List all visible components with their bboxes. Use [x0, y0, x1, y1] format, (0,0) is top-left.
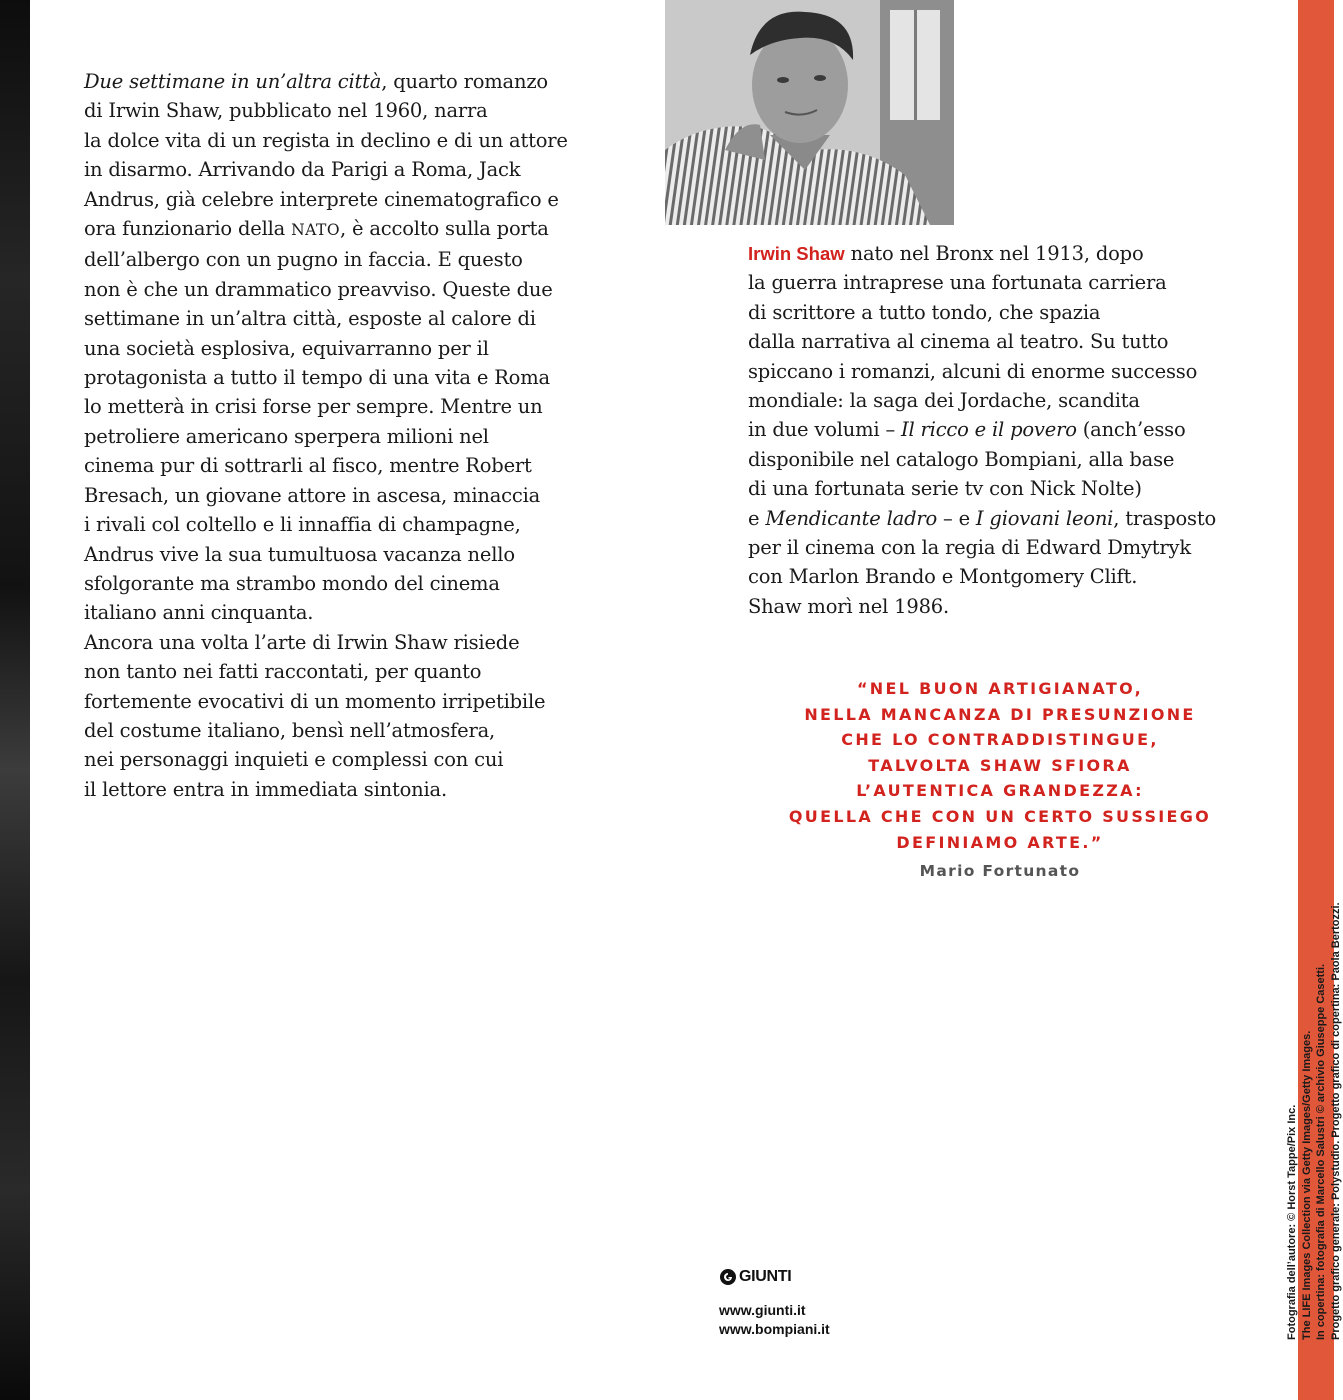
cover-photo-edge — [0, 0, 30, 1400]
author-photo — [665, 0, 954, 225]
publisher-logo — [719, 1268, 791, 1286]
website-giunti-link[interactable]: www.giunti.it — [719, 1302, 806, 1318]
quote-line: TALVOLTA SHAW SFIORA — [868, 755, 1132, 775]
author-biography: Irwin Shaw nato nel Bronx nel 1913, dopo la guerra intraprese una fortunata carriera di scrittore a tutto tondo, che spazia dalla narrativa al cinema al teatro. Su tutto spiccano i romanzi, alcuni di enorme successo mondiale: la saga dei Jordache, scandita in due volumi – Il ricco e il povero (anch’esso disponibile nel catalogo Bompiani, alla base di una fortunata serie tv con Nick Nolte) e Mendicante ladro – e I giovani leoni, trasposto per il cinema con la regia di Edward Dmytryk con Marlon Brando e Montgomery Clift. Shaw morì nel 1986. — [748, 242, 1217, 618]
quote-line: QUELLA CHE CON UN CERTO SUSSIEGO — [788, 806, 1212, 826]
book-synopsis: Due settimane in un’altra città, quarto romanzo di Irwin Shaw, pubblicato nel 1960, narra la dolce vita di un regista in declino e di un attore in disarmo. Arrivando da Parigi a Roma, Jack Andrus, già celebre interprete cinematografico e ora funzionario della NATO, è accolto sulla porta dell’albergo con un pugno in faccia. E questo non è che un drammatico preavviso. Queste due settimane in un’altra città, esposte al calore di una società esplosiva, equivarranno per il protagonista a tutto il tempo di una vita e Roma lo metterà in crisi forse per sempre. Mentre un petroliere americano sperpera milioni nel cinema pur di sottrarli al fisco, mentre Robert Bresach, un giovane attore in ascesa, minaccia i rivali col coltello e li innaffia di champagne, Andrus vive la sua tumultuosa vacanza nello sfolgorante ma strambo mondo del cinema italiano anni cinquanta. Ancora una volta l’arte di Irwin Shaw risiede non tanto nei fatti raccontati, per quanto fortemente evocativi di un momento irripetibile del costume italiano, bensì nell’atmosfera, nei personaggi inquieti e complessi con cui il lettore entra in immediata sintonia. — [84, 70, 568, 801]
giunti-logo-icon — [719, 1268, 737, 1286]
photo-credits: Fotografia dell’autore: © Horst Tappe/Pix Inc. The LIFE Images Collection via Getty Images/Getty Images. In copertina: fotografia di Marcello Salustri © archivio Giuseppe Casetti. Progetto grafico generale: Polystudio. Progetto grafico di copertina: Paola Bertozzi. — [1286, 902, 1342, 1340]
quote-line: L’AUTENTICA GRANDEZZA: — [856, 781, 1144, 801]
quote-line: CHE LO CONTRADDISTINGUE, — [841, 730, 1159, 750]
quote-attribution: Mario Fortunato — [919, 862, 1081, 880]
publisher-name: GIUNTI — [739, 1268, 792, 1285]
website-bompiani-link[interactable]: www.bompiani.it — [719, 1321, 830, 1337]
quote-line: “NEL BUON ARTIGIANATO, — [856, 679, 1144, 698]
quote-line: DEFINIAMO ARTE.” — [896, 832, 1104, 852]
review-quote — [760, 676, 1240, 855]
quote-line: NELLA MANCANZA DI PRESUNZIONE — [804, 704, 1196, 724]
book-title: Due settimane in un’altra città — [84, 70, 382, 93]
author-name: Irwin Shaw — [748, 243, 845, 264]
nato-acronym: NATO — [291, 221, 341, 240]
author-portrait-illustration — [665, 0, 954, 225]
